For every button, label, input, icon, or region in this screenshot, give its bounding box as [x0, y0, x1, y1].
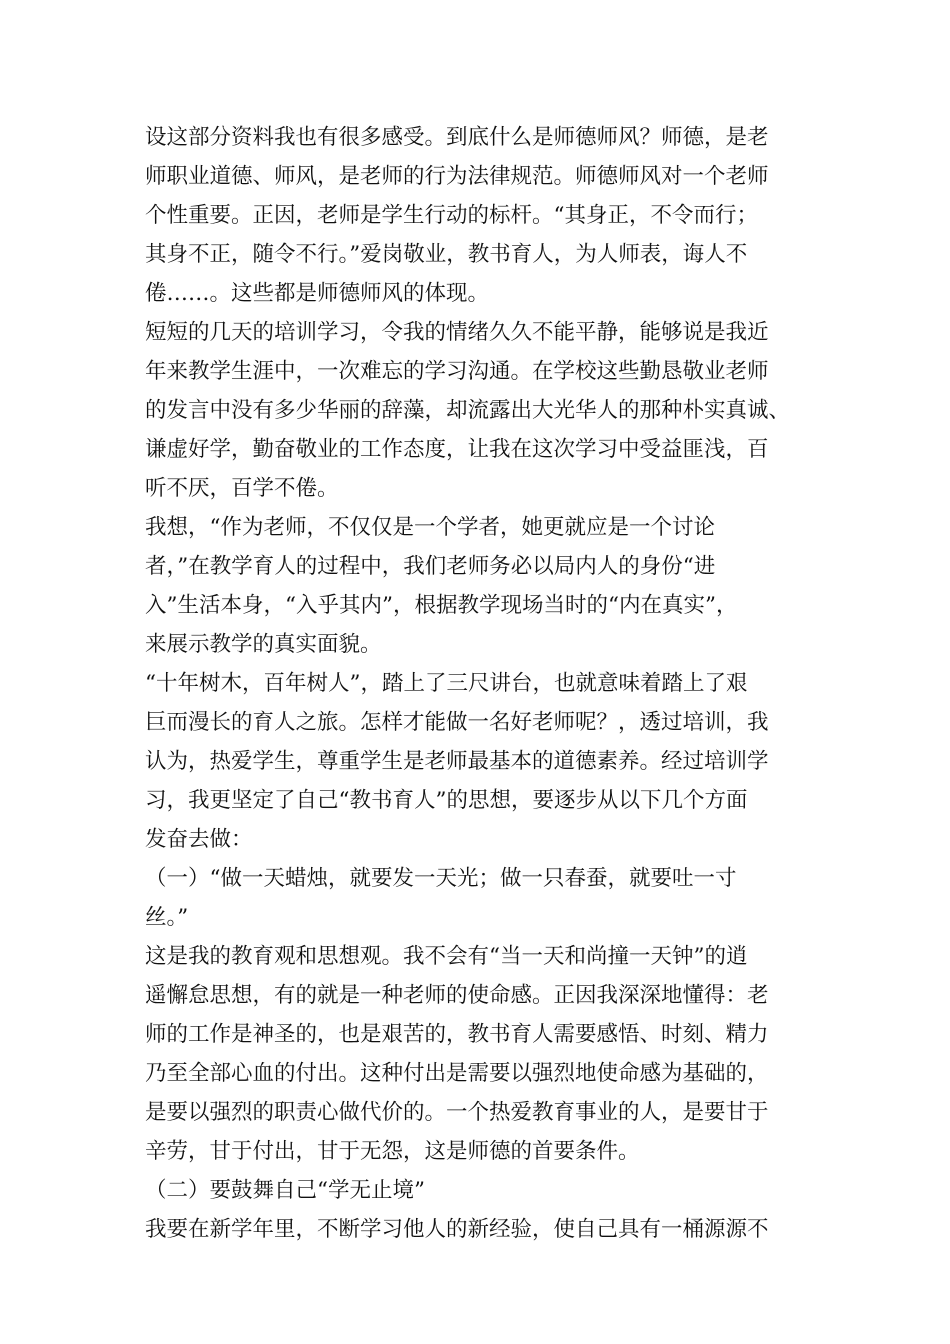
text-line: 短短的几天的培训学习，令我的情绪久久不能平静，能够说是我近 [145, 320, 769, 345]
text-line: 这是我的教育观和思想观。我不会有“当一天和尚撞一天钟”的逍 [145, 944, 748, 969]
text-line: 认为，热爱学生，尊重学生是老师最基本的道德素养。经过培训学 [145, 749, 769, 774]
text-line: 入”生活本身，“入乎其内”，根据教学现场当时的“内在真实”， [145, 593, 738, 618]
text-line: “十年树木，百年树人”，踏上了三尺讲台，也就意味着踏上了艰 [145, 671, 748, 696]
text-line: （一）“做一天蜡烛，就要发一天光；做一只春蚕，就要吐一寸 [145, 866, 737, 891]
text-line: 遥懈怠思想，有的就是一种老师的使命感。正因我深深地懂得：老 [145, 983, 769, 1008]
text-line: 倦……。这些都是师德师风的体现。 [145, 281, 490, 306]
text-line: 巨而漫长的育人之旅。怎样才能做一名好老师呢？，透过培训，我 [145, 710, 769, 735]
text-line: 是要以强烈的职责心做代价的。一个热爱教育事业的人，是要甘于 [145, 1100, 769, 1125]
text-line: 师职业道德、师风，是老师的行为法律规范。师德师风对一个老师 [145, 164, 769, 189]
text-line: 谦虚好学，勤奋敬业的工作态度，让我在这次学习中受益匪浅，百 [145, 437, 769, 462]
text-line: 辛劳，甘于付出，甘于无怨，这是师德的首要条件。 [145, 1139, 640, 1164]
text-line: 我要在新学年里，不断学习他人的新经验，使自己具有一桶源源不 [145, 1217, 769, 1242]
text-line: 的发言中没有多少华丽的辞藻，却流露出大光华人的那种朴实真诚、 [145, 398, 791, 423]
text-line: 来展示教学的真实面貌。 [145, 632, 382, 657]
text-line: 乃至全部心血的付出。这种付出是需要以强烈地使命感为基础的， [145, 1061, 769, 1086]
text-line: 发奋去做： [145, 827, 253, 852]
text-line: 者，”在教学育人的过程中，我们老师务必以局内人的身份“进 [145, 554, 716, 579]
text-line: 设这部分资料我也有很多感受。到底什么是师德师风？师德，是老 [145, 125, 769, 150]
text-line: 听不厌，百学不倦。 [145, 476, 339, 501]
text-line: 其身不正，随令不行。”爱岗敬业，教书育人，为人师表，诲人不 [145, 242, 748, 267]
text-line: 我想，“作为老师，不仅仅是一个学者，她更就应是一个讨论 [145, 515, 715, 540]
text-line: 个性重要。正因，老师是学生行动的标杆。“其身正，不令而行； [145, 203, 758, 228]
text-line: （二）要鼓舞自己“学无止境” [145, 1178, 425, 1203]
text-line: 师的工作是神圣的，也是艰苦的，教书育人需要感悟、时刻、精力 [145, 1022, 769, 1047]
text-line: 年来教学生涯中，一次难忘的学习沟通。在学校这些勤恳敬业老师 [145, 359, 769, 384]
text-line: 习，我更坚定了自己“教书育人”的思想，要逐步从以下几个方面 [145, 788, 748, 813]
text-line: 丝。” [145, 905, 189, 930]
document-body [145, 118, 825, 1249]
